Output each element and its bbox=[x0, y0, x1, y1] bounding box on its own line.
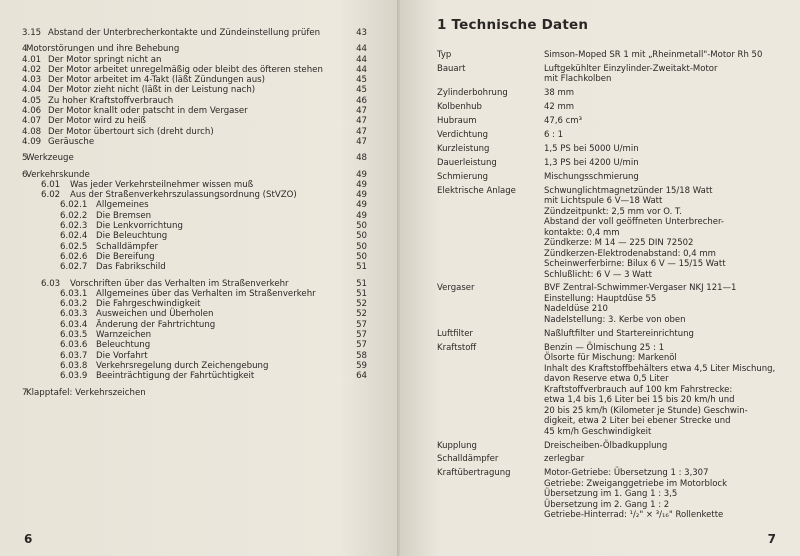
spec-label: Kurzleistung bbox=[437, 143, 490, 154]
toc-title: Das Fabrikschild bbox=[96, 262, 166, 273]
toc-row bbox=[22, 299, 367, 309]
spec-value: Motor-Getriebe: Übersetzung 1 : 3,307 Getriebe: Zweiganggetriebe im Motorblock Übersetzung im 1. Gang 1 : 3,5 Übersetzung im 2. Gang 1 : 2 Getriebe-Hinterrad: ¹/₂" × ³/₁₆" Rollenkette bbox=[544, 468, 728, 521]
toc-page-number: 50 bbox=[356, 221, 367, 232]
toc-page-number: 46 bbox=[356, 95, 367, 106]
toc-number: 6.02.4 bbox=[60, 231, 88, 242]
toc-number: 4.02 bbox=[22, 64, 42, 75]
spec-label: Kraftübertragung bbox=[437, 468, 511, 479]
spec-row bbox=[437, 50, 782, 61]
toc-row bbox=[22, 330, 367, 340]
spec-value: Mischungsschmierung bbox=[544, 171, 639, 182]
toc-number: 6.02.5 bbox=[60, 241, 88, 252]
toc-row bbox=[22, 85, 367, 95]
spec-row bbox=[437, 283, 782, 325]
toc-row bbox=[22, 262, 367, 272]
toc-row: 6 Verkehrskunde 49 bbox=[22, 169, 367, 180]
toc-title: Motorstörungen und ihre Behebung bbox=[26, 44, 180, 55]
toc-number: 6.03.4 bbox=[60, 319, 88, 330]
toc-number: 6.02 bbox=[41, 190, 61, 201]
toc-title: Der Motor wird zu heiß bbox=[48, 116, 146, 127]
spec-row bbox=[437, 116, 782, 127]
toc-page-number: 47 bbox=[356, 116, 367, 127]
toc-row bbox=[22, 351, 367, 361]
toc-number: 6.03.8 bbox=[60, 360, 88, 371]
spec-row bbox=[437, 158, 782, 169]
spec-value: zerlegbar bbox=[544, 454, 585, 465]
toc-title: Die Bremsen bbox=[96, 210, 152, 221]
toc-row bbox=[22, 137, 367, 147]
spec-row bbox=[437, 329, 782, 340]
toc-page-number: 57 bbox=[356, 340, 367, 351]
toc-row: 4 Motorstörungen und ihre Behebung 44 bbox=[22, 44, 367, 55]
table-of-contents bbox=[22, 28, 367, 398]
toc-number: 6.03 bbox=[41, 278, 61, 289]
toc-row: 5 Werkzeuge 48 bbox=[22, 153, 367, 164]
toc-row bbox=[22, 211, 367, 221]
spec-row bbox=[437, 172, 782, 183]
spec-label: Elektrische Anlage bbox=[437, 185, 516, 196]
toc-page-number: 58 bbox=[356, 350, 367, 361]
toc-number: 6.01 bbox=[41, 179, 61, 190]
toc-number: 4.07 bbox=[22, 116, 42, 127]
spec-label: Luftfilter bbox=[437, 328, 473, 339]
toc-title: Beleuchtung bbox=[96, 340, 151, 351]
toc-row bbox=[22, 371, 367, 381]
toc-title: Vorschriften über das Verhalten im Straßenverkehr bbox=[70, 278, 289, 289]
toc-page-number: 50 bbox=[356, 251, 367, 262]
spec-row bbox=[437, 102, 782, 113]
toc-row bbox=[22, 96, 367, 106]
toc-number: 4.09 bbox=[22, 136, 42, 147]
toc-row bbox=[22, 361, 367, 371]
toc-page-number: 44 bbox=[356, 54, 367, 65]
toc-page-number: 49 bbox=[356, 169, 367, 180]
toc-title: Die Bereifung bbox=[96, 251, 155, 262]
toc-row bbox=[22, 309, 367, 319]
toc-row bbox=[22, 106, 367, 116]
spec-label: Kraftstoff bbox=[437, 342, 477, 353]
toc-title: Verkehrsregelung durch Zeichengebung bbox=[96, 360, 269, 371]
toc-number: 4.01 bbox=[22, 54, 42, 65]
section-heading: 1 Technische Daten bbox=[437, 17, 589, 33]
toc-title: Verkehrskunde bbox=[26, 169, 90, 180]
technical-data-list bbox=[437, 50, 782, 524]
toc-page-number: 50 bbox=[356, 231, 367, 242]
spec-label: Schmierung bbox=[437, 171, 488, 182]
spec-label: Vergaser bbox=[437, 283, 475, 294]
toc-row bbox=[22, 252, 367, 262]
toc-row bbox=[22, 320, 367, 330]
spec-value: Naßluftfilter und Startereinrichtung bbox=[544, 328, 694, 339]
toc-page-number: 52 bbox=[356, 299, 367, 310]
toc-page-number: 51 bbox=[356, 262, 367, 273]
toc-page-number: 49 bbox=[356, 190, 367, 201]
right-page bbox=[400, 0, 800, 556]
toc-number: 6.03.9 bbox=[60, 371, 88, 382]
toc-page-number: 45 bbox=[356, 75, 367, 86]
toc-number: 6.03.7 bbox=[60, 350, 88, 361]
toc-row bbox=[22, 242, 367, 252]
spec-value: 47,6 cm³ bbox=[544, 116, 582, 127]
spec-row bbox=[437, 88, 782, 99]
toc-page-number: 47 bbox=[356, 126, 367, 137]
spec-row bbox=[437, 64, 782, 85]
toc-number: 6.03.2 bbox=[60, 299, 88, 310]
toc-page-number: 45 bbox=[356, 85, 367, 96]
toc-row bbox=[22, 65, 367, 75]
toc-title: Änderung der Fahrtrichtung bbox=[96, 319, 216, 330]
spec-row bbox=[437, 454, 782, 465]
spec-label: Kolbenhub bbox=[437, 102, 482, 113]
toc-row bbox=[22, 231, 367, 241]
toc-number: 6.03.5 bbox=[60, 330, 88, 341]
toc-row bbox=[22, 116, 367, 126]
toc-page-number: 57 bbox=[356, 319, 367, 330]
toc-title: Der Motor arbeitet unregelmäßig oder bleibt des öfteren stehen bbox=[48, 64, 323, 75]
toc-page-number: 49 bbox=[356, 179, 367, 190]
toc-title: Abstand der Unterbrecherkontakte und Zündeinstellung prüfen bbox=[48, 28, 321, 38]
spec-label: Dauerleistung bbox=[437, 157, 497, 168]
toc-page-number: 49 bbox=[356, 210, 367, 221]
toc-number: 4.05 bbox=[22, 95, 42, 106]
toc-row bbox=[22, 289, 367, 299]
toc-page-number: 48 bbox=[356, 153, 367, 164]
toc-title: Geräusche bbox=[48, 136, 95, 147]
spec-value: BVF Zentral-Schwimmer-Vergaser NKJ 121—1 Einstellung: Hauptdüse 55 Nadeldüse 210 Nadelstellung: 3. Kerbe von oben bbox=[544, 283, 737, 325]
spec-row bbox=[437, 186, 782, 281]
toc-row bbox=[22, 127, 367, 137]
toc-row bbox=[22, 200, 367, 210]
spec-row bbox=[437, 441, 782, 452]
spec-row bbox=[437, 468, 782, 521]
spec-value: Benzin — Ölmischung 25 : 1 Ölsorte für Mischung: Markenöl Inhalt des Kraftstoffbehälters etwa 4,5 Liter Mischung, davon Reserve etwa 0,5 Liter Kraftstoffverbrauch auf 100 km Fahrstrecke: etwa 1,4 bis 1,6 Liter bei 15 bis 20 km/h und 20 bis 25 km/h (Kilometer je Stunde) Geschwin- digkeit, etwa 2 Liter bei ebener Strecke und 45 km/h Geschwindigkeit bbox=[544, 342, 776, 437]
toc-number: 6.02.3 bbox=[60, 221, 88, 232]
toc-title: Schalldämpfer bbox=[96, 241, 159, 252]
toc-title: Die Lenkvorrichtung bbox=[96, 221, 183, 232]
spec-label: Hubraum bbox=[437, 116, 477, 127]
toc-title: Der Motor arbeitet im 4-Takt (läßt Zündungen aus) bbox=[48, 75, 265, 86]
spec-label: Verdichtung bbox=[437, 129, 489, 140]
toc-number: 6.03.1 bbox=[60, 288, 88, 299]
spec-label: Kupplung bbox=[437, 440, 477, 451]
toc-row bbox=[22, 340, 367, 350]
toc-row bbox=[22, 190, 367, 200]
toc-number: 6.03.3 bbox=[60, 309, 88, 320]
toc-number: 6.02.7 bbox=[60, 262, 88, 273]
toc-number: 3.15 bbox=[22, 28, 42, 38]
toc-title: Ausweichen und Überholen bbox=[96, 309, 214, 320]
toc-number: 6.03.6 bbox=[60, 340, 88, 351]
left-page-number: 6 bbox=[24, 532, 33, 546]
toc-number: 6.02.6 bbox=[60, 251, 88, 262]
toc-row: 7 Klapptafel: Verkehrszeichen bbox=[22, 388, 367, 398]
toc-title: Der Motor zieht nicht (läßt in der Leistung nach) bbox=[48, 85, 256, 96]
spec-label: Schalldämpfer bbox=[437, 454, 499, 465]
toc-row bbox=[22, 221, 367, 231]
spec-value: Dreischeiben-Ölbadkupplung bbox=[544, 440, 668, 451]
toc-number: 4.08 bbox=[22, 126, 42, 137]
spec-value: 6 : 1 bbox=[544, 129, 564, 140]
toc-page-number: 52 bbox=[356, 309, 367, 320]
toc-row bbox=[22, 75, 367, 85]
toc-number: 6.02.2 bbox=[60, 210, 88, 221]
toc-number: 4.04 bbox=[22, 85, 42, 96]
toc-title: Was jeder Verkehrsteilnehmer wissen muß bbox=[70, 179, 254, 190]
spec-row bbox=[437, 343, 782, 438]
toc-row bbox=[22, 28, 367, 38]
spec-value: 1,5 PS bei 5000 U/min bbox=[544, 143, 639, 154]
toc-number: 6.02.1 bbox=[60, 200, 88, 211]
toc-title: Die Beleuchtung bbox=[96, 231, 168, 242]
toc-page-number: 44 bbox=[356, 44, 367, 55]
toc-title: Beeinträchtigung der Fahrtüchtigkeit bbox=[96, 371, 255, 382]
toc-title: Die Fahrgeschwindigkeit bbox=[96, 299, 201, 310]
spec-label: Bauart bbox=[437, 63, 466, 74]
toc-page-number: 43 bbox=[356, 28, 367, 38]
toc-title: Der Motor springt nicht an bbox=[48, 54, 162, 65]
toc-title: Allgemeines über das Verhalten im Straßenverkehr bbox=[96, 288, 316, 299]
toc-page-number: 47 bbox=[356, 136, 367, 147]
toc-title: Warnzeichen bbox=[96, 330, 152, 341]
spec-value: Simson-Moped SR 1 mit „Rheinmetall"-Motor Rh 50 bbox=[544, 50, 763, 60]
toc-row bbox=[22, 279, 367, 289]
spec-label: Zylinderbohrung bbox=[437, 88, 508, 99]
spec-row bbox=[437, 130, 782, 141]
spec-value: Schwunglichtmagnetzünder 15/18 Watt mit Lichtspule 6 V—18 Watt Zündzeitpunkt: 2,5 mm vor O. T. Abstand der voll geöffneten Unterbrecher- kontakte: 0,4 mm Zündkerze: M 14 — 225 DIN 72502 Zündkerzen-Elektrodenabstand: 0,4 mm Scheinwerferbirne: Bilux 6 V — 15/15 Watt Schlußlicht: 6 V — 3 Watt bbox=[544, 185, 726, 280]
toc-title: Die Vorfahrt bbox=[96, 350, 148, 361]
toc-page-number: 47 bbox=[356, 106, 367, 117]
spec-value: 1,3 PS bei 4200 U/min bbox=[544, 157, 639, 168]
toc-title: Klapptafel: Verkehrszeichen bbox=[26, 387, 146, 398]
toc-page-number: 64 bbox=[356, 371, 367, 382]
toc-title: Allgemeines bbox=[96, 200, 149, 211]
toc-title: Der Motor knallt oder patscht in dem Vergaser bbox=[48, 106, 248, 117]
toc-page-number: 51 bbox=[356, 278, 367, 289]
spec-value: 42 mm bbox=[544, 102, 575, 113]
toc-row bbox=[22, 55, 367, 65]
right-page-number: 7 bbox=[767, 532, 776, 546]
toc-number: 4.03 bbox=[22, 75, 42, 86]
toc-page-number: 59 bbox=[356, 360, 367, 371]
toc-page-number: 44 bbox=[356, 64, 367, 75]
toc-row bbox=[22, 180, 367, 190]
toc-page-number: 57 bbox=[356, 330, 367, 341]
spec-value: Luftgekühlter Einzylinder-Zweitakt-Motor mit Flachkolben bbox=[544, 63, 718, 85]
toc-page-number: 49 bbox=[356, 200, 367, 211]
spec-value: 38 mm bbox=[544, 88, 575, 99]
toc-page-number: 51 bbox=[356, 288, 367, 299]
toc-title: Aus der Straßenverkehrszulassungsordnung (StVZO) bbox=[70, 190, 297, 201]
toc-title: Werkzeuge bbox=[26, 153, 74, 164]
spec-row bbox=[437, 144, 782, 155]
toc-title: Zu hoher Kraftstoffverbrauch bbox=[48, 95, 174, 106]
toc-page-number: 50 bbox=[356, 241, 367, 252]
spec-label: Typ bbox=[437, 50, 452, 60]
toc-number: 4.06 bbox=[22, 106, 42, 117]
toc-title: Der Motor übertourt sich (dreht durch) bbox=[48, 126, 214, 137]
